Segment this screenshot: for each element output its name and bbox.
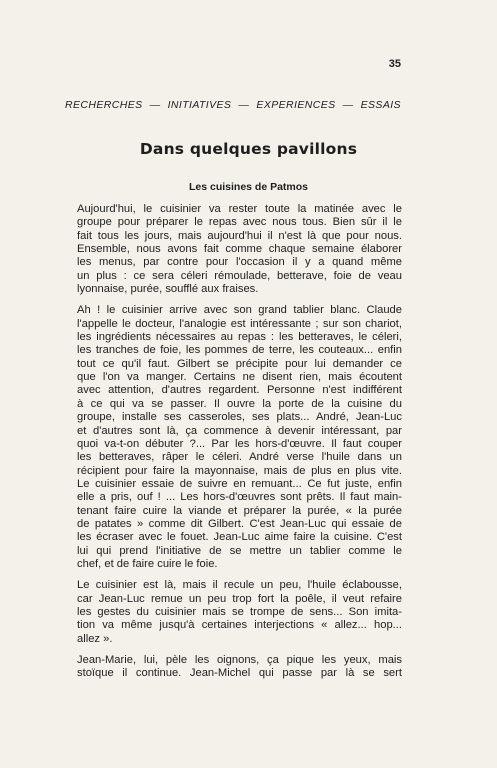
running-head-word: INITIATIVES (167, 99, 232, 111)
text-line: tion va même jusqu'à certaines interjections « allez... hop... (77, 619, 402, 632)
text-line: les ingrédients nécessaires au repas : les betteraves, le céleri, (77, 331, 402, 344)
running-head-dash: — (238, 99, 250, 111)
running-head-dash: — (149, 99, 161, 111)
text-line: groupe, installe ses casseroles, ses plats... André, Jean-Luc (77, 411, 402, 424)
text-line: Le cuisinier est là, mais il recule un peu, l'huile éclabousse, (77, 579, 402, 592)
text-line: Aujourd'hui, le cuisinier va rester toute la matinée avec le (77, 203, 402, 215)
text-line: les gestes du cuisinier mais se trompe de sens... Son imita- (77, 605, 402, 618)
article-title: Dans quelques pavillons (139, 140, 358, 158)
text-line: l'appelle le docteur, l'analogie est intéressante ; sur son chariot, (77, 317, 402, 330)
text-line: Jean-Marie, lui, pèle les oignons, ça pique les yeux, mais (77, 654, 402, 666)
paragraph (65, 654, 402, 681)
text-line: groupe pour préparer le repas avec nous tous. Bien sûr il le (77, 216, 402, 229)
paragraph (65, 203, 402, 296)
text-line: lyonnaise, purée, soufflé aux fraises. (77, 283, 259, 296)
text-line: car Jean-Luc remue un peu trop fort la poêle, il veut refaire (77, 592, 402, 605)
text-line: les menus, par contre pour l'occasion il y a quand même (77, 256, 402, 269)
text-line: les betteraves, râper le céleri. André verse l'huile dans un (77, 451, 402, 464)
text-line: quoi va-t-on débuter ?... Par les hors-d'œuvre. Il faut couper (77, 437, 402, 450)
running-head-word: RECHERCHES (65, 99, 143, 111)
text-line: les écraser avec le fouet. Jean-Luc aime faire la cuisine. C'est (77, 531, 402, 544)
article-body (65, 203, 402, 689)
text-line: récipient pour faire la mayonnaise, mais de plus en plus vite. (77, 464, 402, 477)
text-line: à ce qui va se passer. Il ouvre la porte de la cuisine du (77, 397, 402, 410)
text-line: avec attention, d'autres regardent. Personne n'est indifférent (77, 384, 402, 397)
running-head-dash: — (342, 99, 354, 111)
text-line: tout ce qu'il faut. Gilbert se précipite pour lui demander ce (77, 357, 402, 370)
text-line: que l'on va manger. Certains ne disent rien, mais écoutent (77, 371, 402, 384)
text-line: lui qui prend l'initiative de se mettre un tablier comme le (77, 544, 402, 557)
text-line: chef, et de faire cuire le foie. (77, 557, 218, 570)
page-number: 35 (388, 58, 401, 70)
text-line: tenant faire cuire la viande et préparer la purée, « la purée (77, 504, 402, 517)
paragraph (65, 579, 402, 646)
text-line: Ensemble, nous avons fait comme chaque semaine élaborer (77, 243, 402, 256)
running-head-word: ESSAIS (360, 99, 401, 111)
article-subtitle: Les cuisines de Patmos (188, 181, 309, 193)
text-line: et d'autres sont là, ça commence à devenir intéressant, par (77, 424, 402, 437)
text-line: fait tous les jours, mais aujourd'hui il n'est là que pour nous. (77, 229, 402, 242)
running-head (65, 99, 401, 111)
text-line: les tranches de foie, les pommes de terre, les couteaux... enfin (77, 344, 402, 357)
text-line: allez ». (77, 632, 113, 645)
text-line: Le cuisinier essaie de suivre en remuant... Ce fut juste, enfin (77, 477, 402, 490)
running-head-word: EXPERIENCES (256, 99, 336, 111)
text-line: stoïque il continue. Jean-Michel qui passe par là se sert (77, 667, 402, 680)
text-line: elle a pris, ouf ! ... Les hors-d'œuvres sont prêts. Il faut main- (77, 491, 402, 504)
text-line: de patates » comme dit Gilbert. C'est Jean-Luc qui essaie de (77, 517, 402, 530)
text-line: Ah ! le cuisinier arrive avec son grand tablier blanc. Claude (77, 304, 402, 317)
text-line: un plus : ce sera céleri rémoulade, betterave, foie de veau (77, 269, 402, 282)
paragraph (65, 304, 402, 571)
